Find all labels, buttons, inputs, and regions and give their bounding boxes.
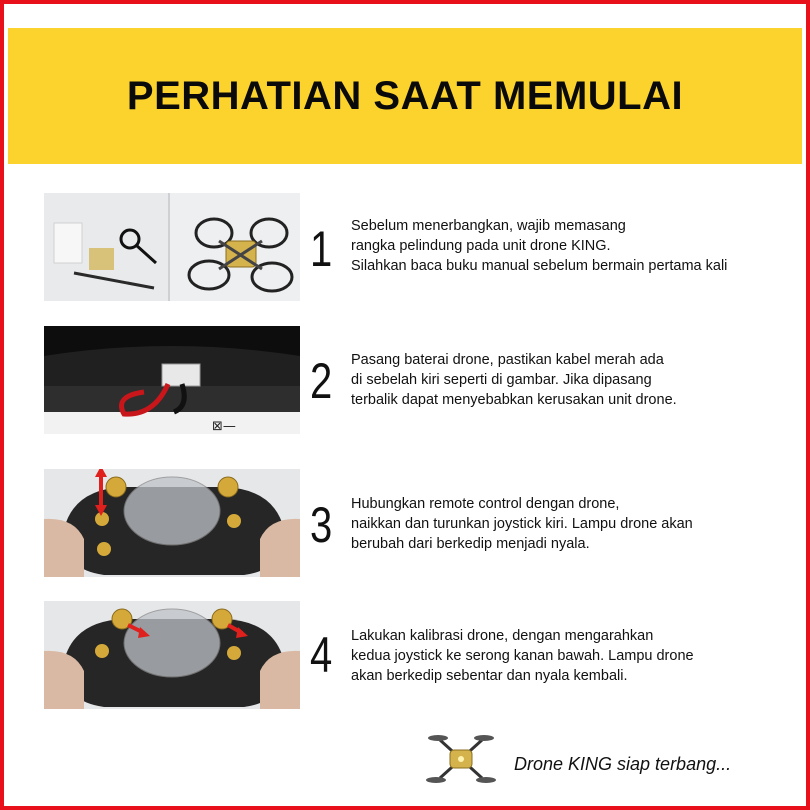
step-1-photo [44, 193, 300, 301]
description-line: di sebelah kiri seperti di gambar. Jika dipasang [351, 372, 652, 388]
step-description [351, 216, 791, 276]
step-number: 1 [310, 221, 333, 277]
description-line: rangka pelindung pada unit drone KING. [351, 238, 611, 254]
remote-joystick-up-down-photo [44, 469, 300, 577]
description-line: terbalik dapat menyebabkan kerusakan unit drone. [351, 392, 677, 408]
description-line: kedua joystick ke serong kanan bawah. Lampu drone [351, 648, 694, 664]
step-description [351, 350, 791, 410]
description-line: Lakukan kalibrasi drone, dengan mengarahkan [351, 628, 654, 644]
step-4-photo [44, 601, 300, 709]
step-number: 2 [310, 353, 333, 409]
drone-guard-photo [44, 193, 300, 301]
step-3-photo [44, 469, 300, 577]
svg-text:⊠—: ⊠— [212, 419, 236, 434]
description-line: naikkan dan turunkan joystick kiri. Lampu drone akan [351, 516, 693, 532]
description-line: Pasang baterai drone, pastikan kabel merah ada [351, 352, 664, 368]
description-line: Hubungkan remote control dengan drone, [351, 496, 620, 512]
description-line: berubah dari berkedip menjadi nyala. [351, 536, 590, 552]
description-line: akan berkedip sebentar dan nyala kembali. [351, 668, 628, 684]
step-number: 4 [310, 627, 333, 683]
step-description [351, 626, 791, 686]
step-2-photo [44, 326, 300, 434]
description-line: Silahkan baca buku manual sebelum bermain pertama kali [351, 258, 728, 274]
description-line: Sebelum menerbangkan, wajib memasang [351, 218, 626, 234]
page-title: PERHATIAN SAAT MEMULAI [126, 73, 684, 118]
drone-icon [426, 728, 496, 790]
footer-tagline: Drone KING siap terbang... [514, 754, 732, 774]
remote-calibration-photo [44, 601, 300, 709]
step-description [351, 494, 791, 554]
battery-connector-photo [44, 326, 300, 434]
header-banner [8, 28, 802, 164]
step-number: 3 [310, 497, 333, 553]
